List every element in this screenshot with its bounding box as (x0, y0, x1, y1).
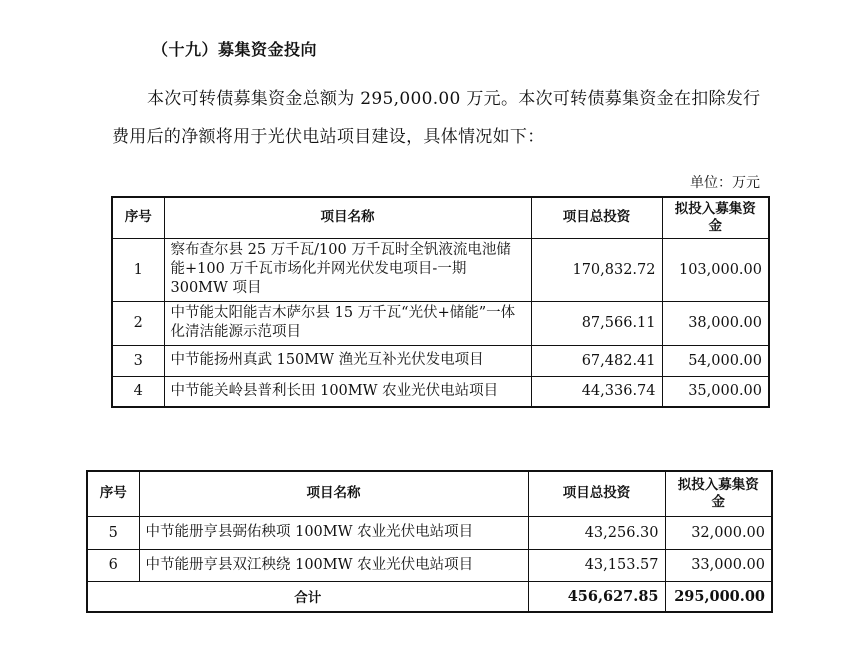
row-no: 1 (112, 238, 164, 301)
row-total-investment: 67,482.41 (531, 345, 662, 376)
table-row (87, 549, 772, 581)
row-planned-funds: 32,000.00 (665, 516, 772, 549)
row-project-name: 察布查尔县 25 万千瓦/100 万千瓦时全钒液流电池储能+100 万千瓦市场化并网光伏发电项目-一期 300MW 项目 (164, 238, 531, 301)
row-project-name: 中节能册亨县双江秧绕 100MW 农业光伏电站项目 (139, 549, 528, 581)
table-header-row (112, 197, 769, 238)
row-total-investment: 170,832.72 (531, 238, 662, 301)
header-project-name: 项目名称 (164, 197, 531, 238)
total-label: 合计 (87, 581, 528, 612)
header-total-investment: 项目总投资 (531, 197, 662, 238)
row-total-investment: 44,336.74 (531, 376, 662, 407)
row-planned-funds: 54,000.00 (662, 345, 769, 376)
intro-paragraph: 本次可转债募集资金总额为 295,000.00 万元。本次可转债募集资金在扣除发行费用后的净额将用于光伏电站项目建设，具体情况如下： (112, 89, 761, 147)
row-no: 5 (87, 516, 139, 549)
row-project-name: 中节能扬州真武 150MW 渔光互补光伏发电项目 (164, 345, 531, 376)
row-planned-funds: 33,000.00 (665, 549, 772, 581)
table-row (112, 376, 769, 407)
row-project-name: 中节能关岭县普利长田 100MW 农业光伏电站项目 (164, 376, 531, 407)
row-total-investment: 43,256.30 (528, 516, 665, 549)
row-no: 3 (112, 345, 164, 376)
table-row (112, 345, 769, 376)
header-project-name: 项目名称 (139, 471, 528, 516)
header-no: 序号 (112, 197, 164, 238)
table-total-row (87, 581, 772, 612)
row-project-name: 中节能太阳能吉木萨尔县 15 万千瓦“光伏+储能”一体化清洁能源示范项目 (164, 301, 531, 345)
unit-label: 单位：万元 (690, 175, 760, 191)
table-row (87, 516, 772, 549)
header-planned-funds: 拟投入募集资金 (665, 471, 772, 516)
header-total-investment: 项目总投资 (528, 471, 665, 516)
table-row (112, 238, 769, 301)
header-no: 序号 (87, 471, 139, 516)
table-row (112, 301, 769, 345)
planned-funds-sum: 295,000.00 (665, 581, 772, 612)
header-planned-funds: 拟投入募集资金 (662, 197, 769, 238)
row-no: 2 (112, 301, 164, 345)
row-planned-funds: 103,000.00 (662, 238, 769, 301)
table-header-row (87, 471, 772, 516)
row-project-name: 中节能册亨县弼佑秧项 100MW 农业光伏电站项目 (139, 516, 528, 549)
row-planned-funds: 35,000.00 (662, 376, 769, 407)
row-no: 4 (112, 376, 164, 407)
investment-table-2 (86, 470, 773, 613)
row-no: 6 (87, 549, 139, 581)
section-title: （十九）募集资金投向 (152, 40, 318, 59)
total-investment-sum: 456,627.85 (528, 581, 665, 612)
row-total-investment: 87,566.11 (531, 301, 662, 345)
investment-table-1 (111, 196, 770, 408)
row-total-investment: 43,153.57 (528, 549, 665, 581)
row-planned-funds: 38,000.00 (662, 301, 769, 345)
